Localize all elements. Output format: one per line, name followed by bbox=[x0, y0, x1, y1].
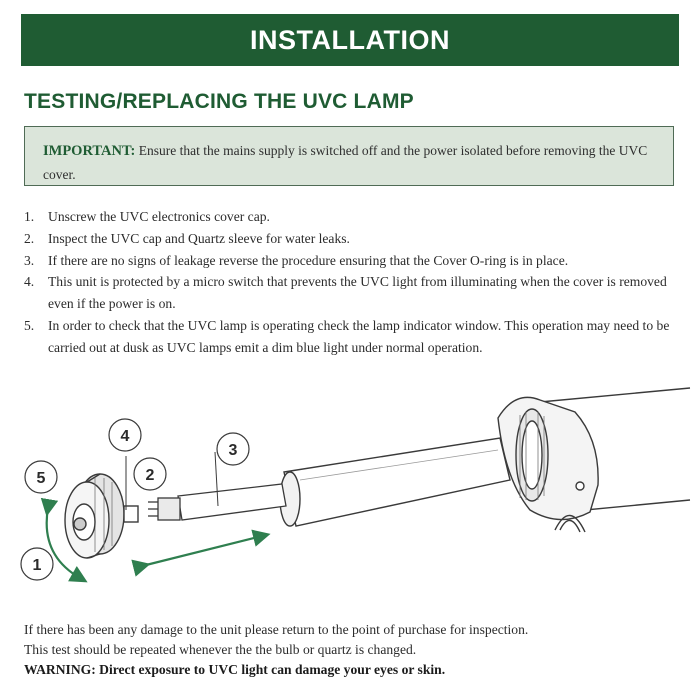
callout-1 bbox=[21, 548, 53, 580]
callout-2 bbox=[134, 458, 166, 490]
step-number: 3. bbox=[24, 252, 35, 268]
section-banner bbox=[21, 14, 679, 66]
uvc-lamp-diagram bbox=[0, 360, 700, 610]
step-number: 2. bbox=[24, 230, 35, 246]
uvc-body bbox=[498, 388, 690, 532]
notice-lead: IMPORTANT: bbox=[43, 143, 136, 159]
repeat-note: This test should be repeated whenever the the bulb or quartz is changed. bbox=[24, 642, 417, 657]
callout-4 bbox=[109, 419, 141, 451]
callout-label: 4 bbox=[120, 428, 130, 445]
step-number: 1. bbox=[24, 209, 35, 224]
step-text: Unscrew the UVC electronics cover cap. bbox=[48, 209, 270, 224]
step-item bbox=[24, 250, 684, 272]
callout-5 bbox=[25, 461, 57, 493]
damage-note: If there has been any damage to the unit please return to the point of purchase for inspection. bbox=[24, 622, 529, 637]
footer-notes bbox=[24, 620, 684, 680]
quartz-sleeve bbox=[280, 438, 510, 526]
pull-arrow bbox=[142, 536, 262, 566]
step-number: 4. bbox=[24, 274, 35, 290]
callout-label: 5 bbox=[36, 470, 46, 487]
step-text: This unit is protected by a micro switch that prevents the UVC light from illuminating when the cover is removed even if the power is on. bbox=[48, 274, 667, 312]
callout-label: 1 bbox=[32, 557, 42, 574]
callout-label: 3 bbox=[228, 442, 238, 459]
step-text: In order to check that the UVC lamp is operating check the lamp indicator window. This operation may need to be carried out at dusk as UVC lamps emit a dim blue light under normal operation. bbox=[48, 317, 670, 355]
step-item bbox=[24, 271, 684, 315]
important-notice bbox=[24, 126, 674, 186]
step-item bbox=[24, 228, 684, 250]
step-text: Inspect the UVC cap and Quartz sleeve for water leaks. bbox=[48, 230, 350, 246]
callout-3 bbox=[217, 433, 249, 465]
callout-label: 2 bbox=[145, 467, 155, 484]
uvc-warning: WARNING: Direct exposure to UVC light can damage your eyes or skin. bbox=[24, 662, 446, 677]
page-title: TESTING/REPLACING THE UVC LAMP bbox=[24, 90, 414, 113]
step-item bbox=[24, 206, 684, 228]
notice-text: Ensure that the mains supply is switched off and the power isolated before removing the UVC cover. bbox=[43, 143, 648, 182]
step-number: 5. bbox=[24, 317, 35, 333]
cover-cap bbox=[65, 474, 138, 558]
step-item bbox=[24, 315, 684, 359]
banner-title: INSTALLATION bbox=[250, 24, 450, 55]
instruction-steps bbox=[24, 206, 684, 359]
step-text: If there are no signs of leakage reverse the procedure ensuring that the Cover O-ring is in place. bbox=[48, 252, 569, 268]
